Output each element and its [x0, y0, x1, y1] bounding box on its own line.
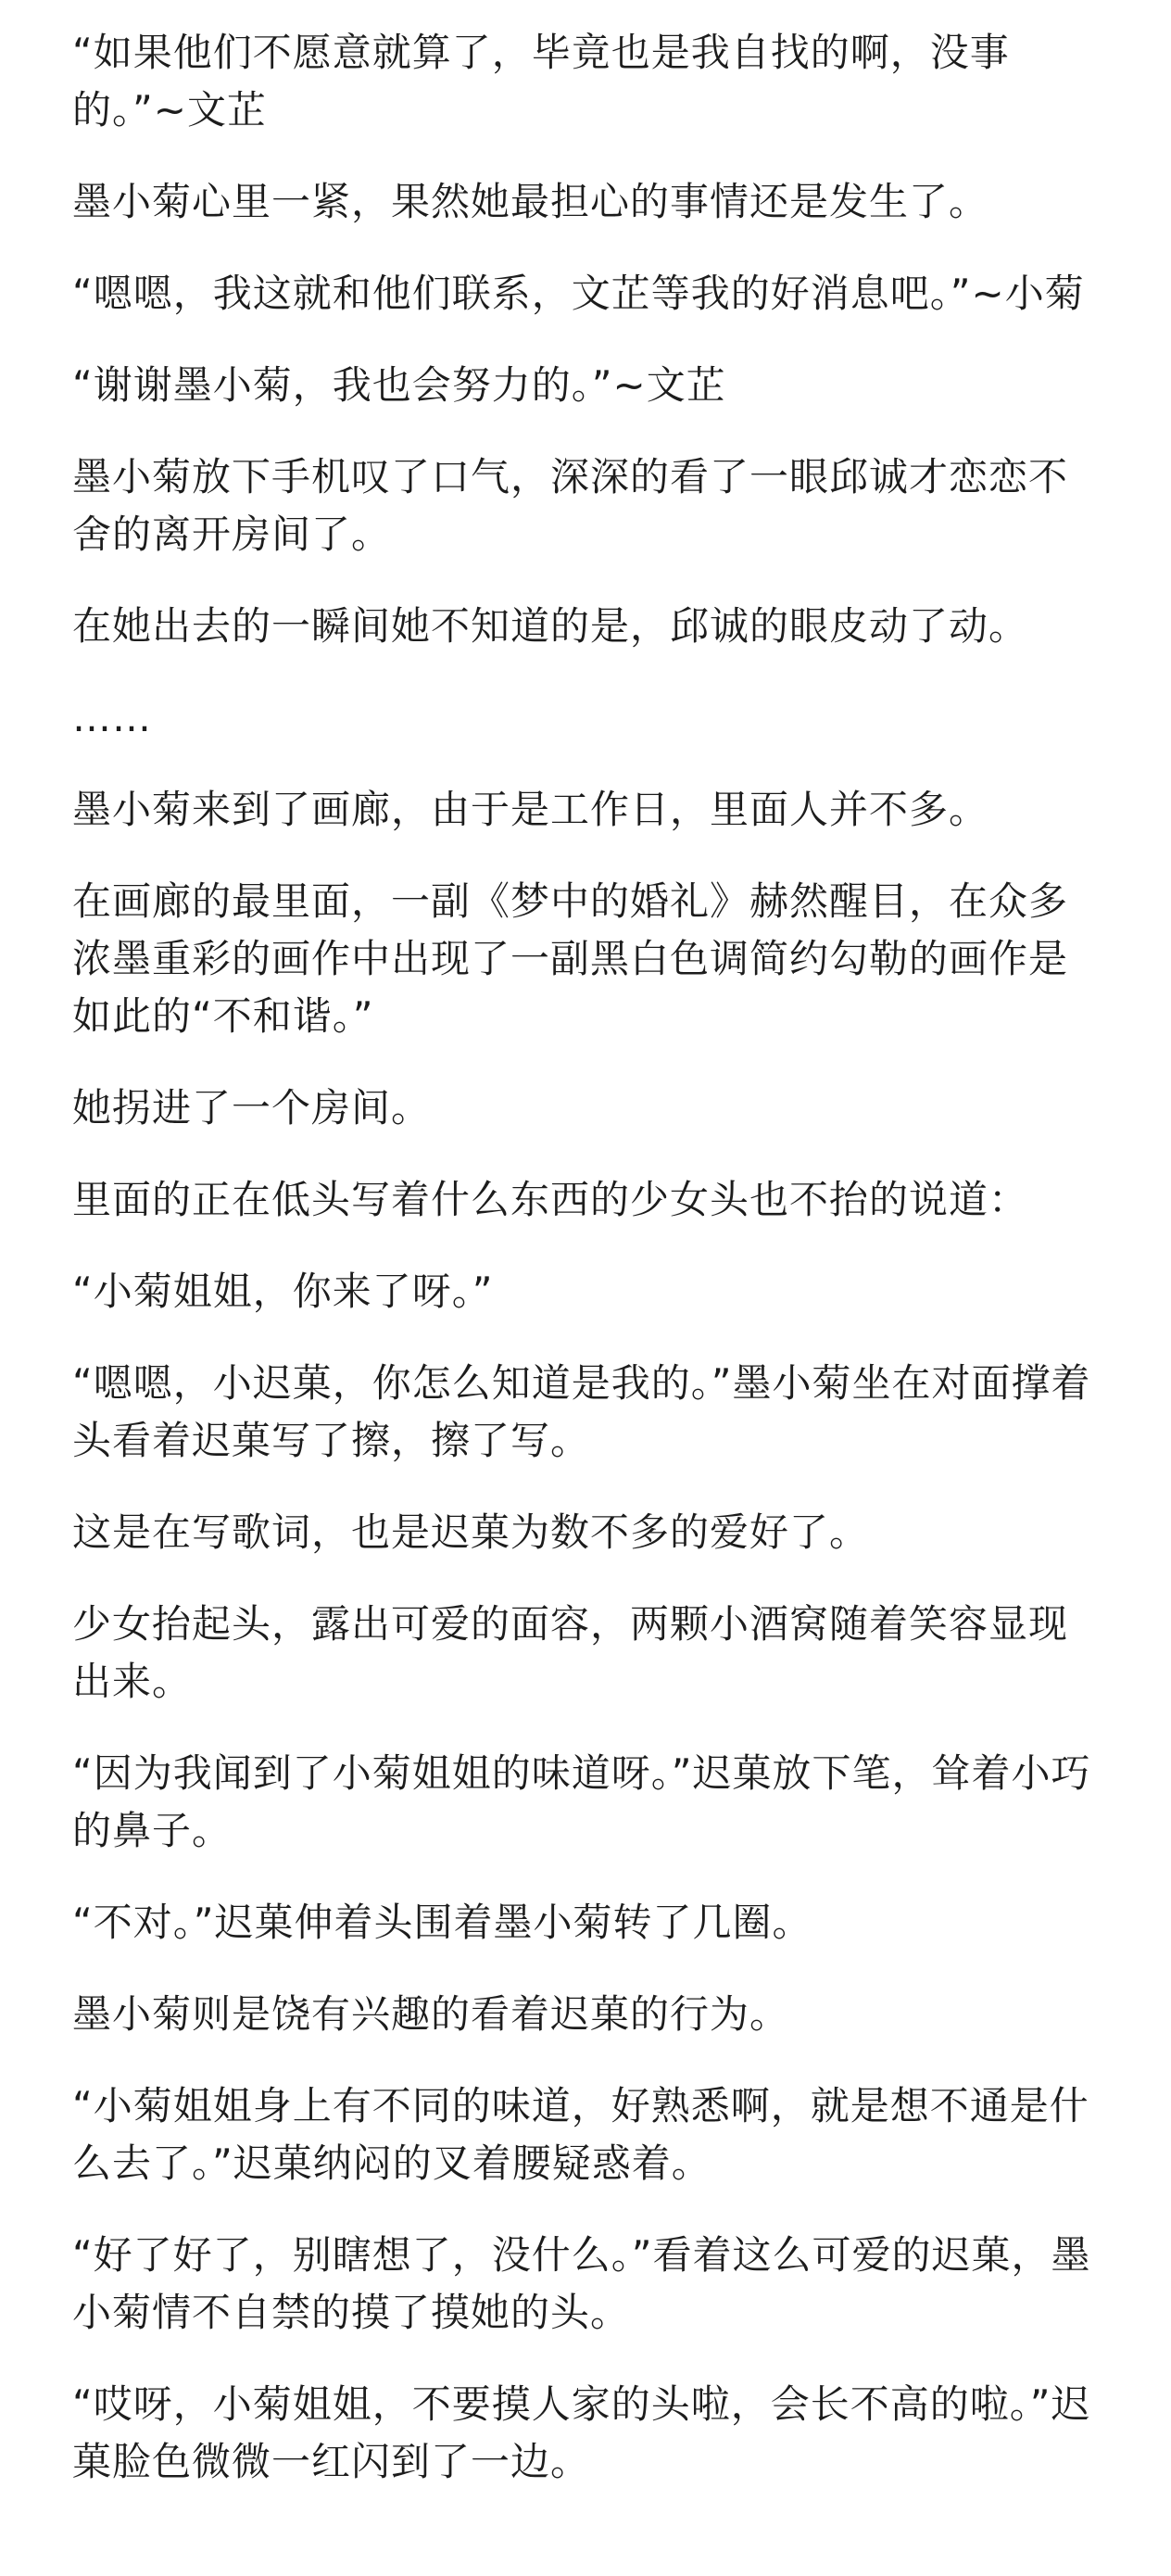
paragraph-15: “因为我闻到了小菊姐姐的味道呀。”迟菓放下笔，耸着小巧的鼻子。: [72, 1750, 1091, 1853]
paragraph-16: “不对。”迟菓伸着头围着墨小菊转了几圈。: [72, 1900, 812, 1945]
paragraph-3: “嗯嗯，我这就和他们联系，文芷等我的好消息吧。”~小菊: [72, 271, 1085, 316]
paragraph-4: “谢谢墨小菊，我也会努力的。”~文芷: [72, 362, 726, 408]
paragraph-2: 墨小菊心里一紧，果然她最担心的事情还是发生了。: [72, 179, 989, 224]
scene-separator: ……: [72, 695, 152, 740]
paragraph-1: “如果他们不愿意就算了，毕竟也是我自找的啊，没事的。”~文芷: [72, 30, 1010, 133]
paragraph-11: “小菊姐姐，你来了呀。”: [72, 1269, 494, 1314]
paragraph-9: 她拐进了一个房间。: [72, 1085, 432, 1130]
paragraph-13: 这是在写歌词，也是迟菓为数不多的爱好了。: [72, 1509, 870, 1555]
paragraph-8: 在画廊的最里面，一副《梦中的婚礼》赫然醒目，在众多浓墨重彩的画作中出现了一副黑白色调简约勾勒的画作是如此的“不和谐。”: [72, 878, 1069, 1039]
paragraph-6: 在她出去的一瞬间她不知道的是，邱诚的眼皮动了动。: [72, 603, 1029, 649]
paragraph-10: 里面的正在低头写着什么东西的少女头也不抬的说道：: [72, 1177, 1029, 1222]
paragraph-17: 墨小菊则是饶有兴趣的看着迟菓的行为。: [72, 1991, 790, 2037]
paragraph-14: 少女抬起头，露出可爱的面容，两颗小酒窝随着笑容显现出来。: [72, 1601, 1069, 1704]
paragraph-7: 墨小菊来到了画廊，由于是工作日，里面人并不多。: [72, 787, 989, 832]
paragraph-19: “好了好了，别瞎想了，没什么。”看着这么可爱的迟菓，墨小菊情不自禁的摸了摸她的头。: [72, 2232, 1091, 2335]
paragraph-20: “哎呀，小菊姐姐，不要摸人家的头啦，会长不高的啦。”迟菓脸色微微一红闪到了一边。: [72, 2381, 1091, 2484]
paragraph-5: 墨小菊放下手机叹了口气，深深的看了一眼邱诚才恋恋不舍的离开房间了。: [72, 454, 1069, 557]
paragraph-12: “嗯嗯，小迟菓，你怎么知道是我的。”墨小菊坐在对面撑着头看着迟菓写了擦，擦了写。: [72, 1360, 1091, 1463]
paragraph-18: “小菊姐姐身上有不同的味道，好熟悉啊，就是想不通是什么去了。”迟菓纳闷的叉着腰疑惑着。: [72, 2083, 1089, 2186]
